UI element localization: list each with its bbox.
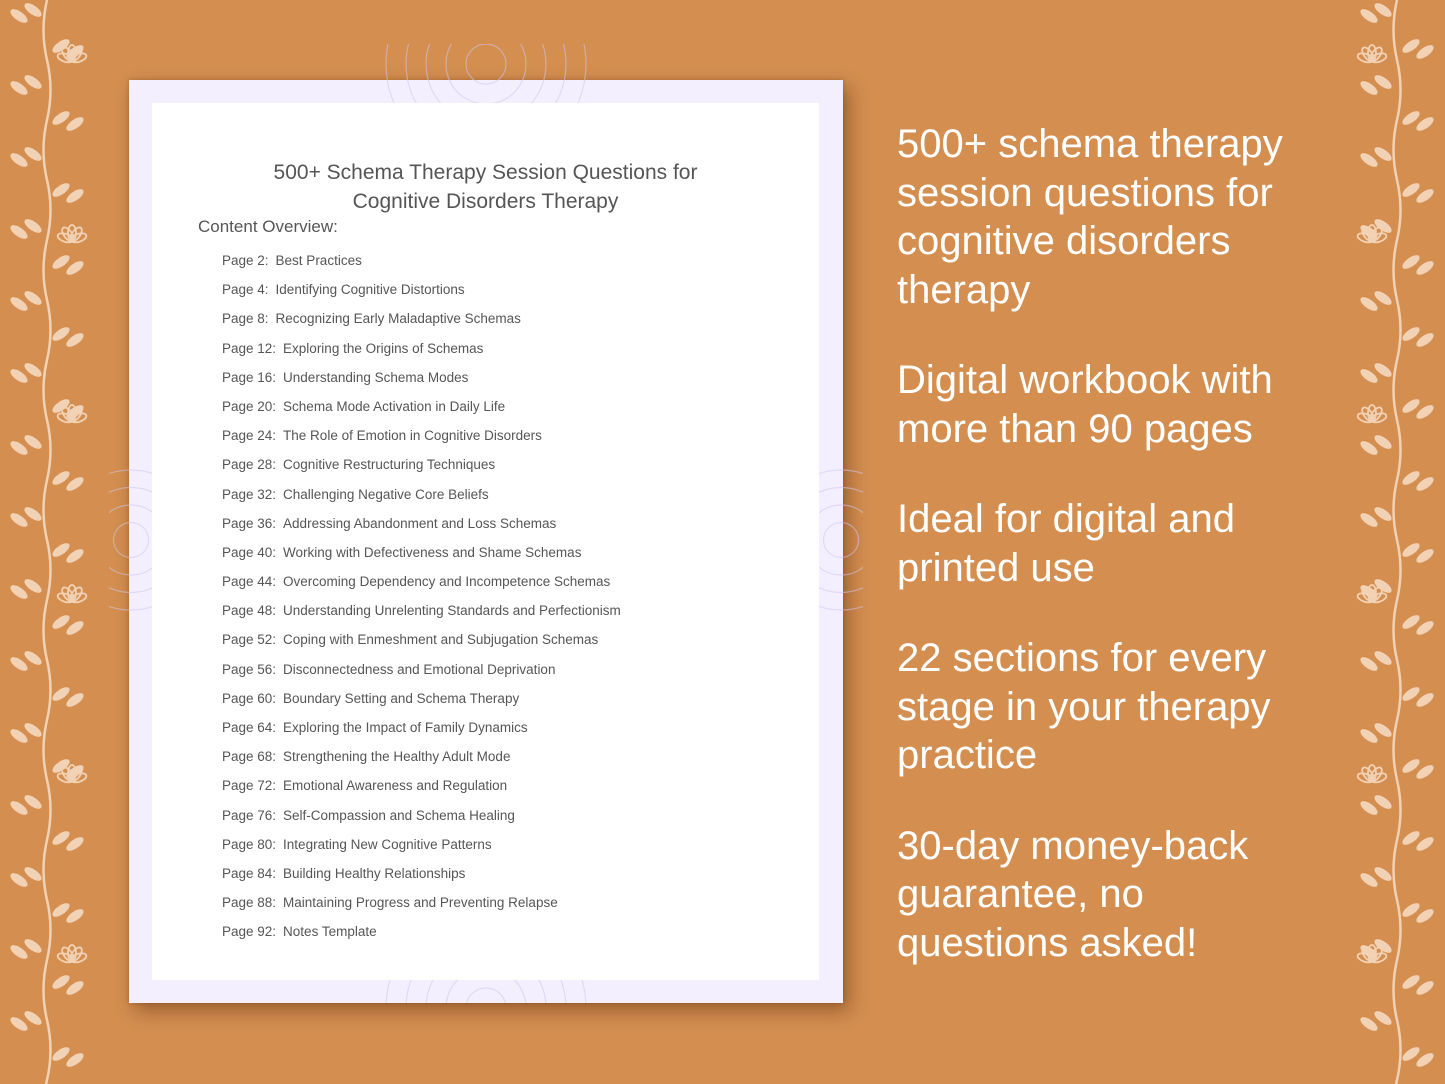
toc-page-number: Page 84:	[222, 865, 277, 881]
toc-section-title: Understanding Unrelenting Standards and Perfectionism	[283, 603, 621, 619]
toc-page-number: Page 44:	[222, 574, 277, 590]
toc-page-number: Page 32:	[222, 486, 277, 502]
toc-item	[222, 691, 621, 720]
toc-page-number: Page 52:	[222, 632, 277, 648]
toc-item	[222, 778, 621, 807]
toc-item	[222, 282, 621, 311]
feature-line: 22 sections for every	[897, 636, 1267, 680]
feature-line: 500+ schema therapy	[897, 122, 1283, 166]
toc-page-number: Page 56:	[222, 661, 277, 677]
mandala-right-icon	[819, 460, 863, 620]
document-title-line: 500+ Schema Therapy Session Questions for	[273, 161, 698, 184]
toc-section-title: Addressing Abandonment and Loss Schemas	[283, 515, 557, 531]
toc-page-number: Page 4:	[222, 282, 269, 298]
toc-item	[222, 253, 621, 282]
feature-line: guarantee, no	[897, 872, 1144, 916]
toc-item	[222, 749, 621, 778]
toc-section-title: Coping with Enmeshment and Subjugation Schemas	[283, 632, 599, 648]
toc-item	[222, 516, 621, 545]
toc-page-number: Page 76:	[222, 807, 277, 823]
feature-item	[897, 120, 1417, 314]
feature-line: session questions for	[897, 170, 1273, 215]
floral-vine-left-icon	[0, 0, 95, 1084]
toc-item	[222, 341, 621, 370]
document-content	[152, 103, 819, 980]
toc-section-title: Exploring the Impact of Family Dynamics	[283, 720, 528, 735]
toc-page-number: Page 88:	[222, 895, 277, 911]
toc-section-title: Best Practices	[275, 253, 362, 268]
toc-item	[222, 399, 621, 428]
toc-section-title: Emotional Awareness and Regulation	[283, 778, 508, 794]
toc-page-number: Page 24:	[222, 428, 277, 444]
toc-item	[222, 574, 621, 603]
toc-section-title: Exploring the Origins of Schemas	[283, 340, 484, 356]
toc-page-number: Page 20:	[222, 398, 277, 414]
toc-page-number: Page 68:	[222, 749, 277, 765]
toc-page-number: Page 12:	[222, 340, 277, 356]
toc-page-number: Page 60:	[222, 690, 277, 706]
feature-list	[897, 120, 1417, 1009]
toc-item	[222, 457, 621, 486]
toc-item	[222, 895, 621, 924]
toc-section-title: The Role of Emotion in Cognitive Disorders	[283, 428, 542, 444]
feature-item	[897, 634, 1417, 780]
table-of-contents	[222, 253, 621, 954]
feature-item	[897, 356, 1417, 453]
toc-item	[222, 662, 621, 691]
feature-line: 30-day money-back	[897, 823, 1249, 868]
toc-page-number: Page 40:	[222, 544, 277, 560]
toc-section-title: Maintaining Progress and Preventing Relapse	[283, 895, 558, 911]
feature-line: Ideal for digital and	[897, 497, 1236, 541]
toc-item	[222, 487, 621, 516]
toc-section-title: Identifying Cognitive Distortions	[275, 282, 465, 298]
toc-section-title: Strengthening the Healthy Adult Mode	[283, 749, 511, 765]
toc-section-title: Working with Defectiveness and Shame Schemas	[283, 544, 582, 560]
toc-section-title: Notes Template	[283, 924, 377, 940]
toc-item	[222, 808, 621, 837]
toc-page-number: Page 92:	[222, 924, 277, 940]
feature-line: stage in your therapy	[897, 684, 1271, 729]
toc-item	[222, 545, 621, 574]
toc-item	[222, 837, 621, 866]
document-title-line: Cognitive Disorders Therapy	[352, 190, 619, 213]
toc-page-number: Page 28:	[222, 457, 277, 473]
toc-page-number: Page 48:	[222, 603, 277, 619]
toc-section-title: Boundary Setting and Schema Therapy	[283, 690, 520, 706]
toc-item	[222, 720, 621, 749]
toc-section-title: Understanding Schema Modes	[283, 369, 469, 385]
toc-item	[222, 866, 621, 895]
toc-page-number: Page 64:	[222, 720, 277, 735]
feature-line: practice	[897, 733, 1038, 777]
toc-section-title: Challenging Negative Core Beliefs	[283, 486, 489, 502]
document-page	[129, 80, 843, 1003]
toc-page-number: Page 36:	[222, 515, 277, 531]
toc-page-number: Page 8:	[222, 311, 269, 327]
feature-item	[897, 822, 1417, 968]
toc-page-number: Page 72:	[222, 778, 277, 794]
toc-section-title: Integrating New Cognitive Patterns	[283, 836, 492, 852]
toc-page-number: Page 80:	[222, 836, 277, 852]
document-title	[152, 158, 819, 216]
toc-item	[222, 428, 621, 457]
feature-line: therapy	[897, 267, 1031, 312]
feature-item	[897, 495, 1417, 592]
toc-section-title: Cognitive Restructuring Techniques	[283, 457, 496, 473]
toc-section-title: Recognizing Early Maladaptive Schemas	[275, 311, 521, 327]
content-overview-label: Content Overview:	[198, 217, 338, 236]
toc-section-title: Schema Mode Activation in Daily Life	[283, 398, 506, 414]
feature-line: Digital workbook with	[897, 358, 1273, 402]
feature-line: printed use	[897, 545, 1095, 590]
mandala-left-icon	[109, 460, 153, 620]
toc-page-number: Page 16:	[222, 369, 277, 385]
toc-section-title: Self-Compassion and Schema Healing	[283, 807, 515, 823]
mandala-top-icon	[381, 44, 591, 104]
feature-line: more than 90 pages	[897, 406, 1253, 451]
toc-section-title: Disconnectedness and Emotional Deprivation	[283, 661, 556, 677]
mandala-bottom-icon	[381, 978, 591, 1003]
toc-item	[222, 311, 621, 340]
toc-page-number: Page 2:	[222, 253, 269, 268]
toc-section-title: Overcoming Dependency and Incompetence Schemas	[283, 574, 611, 590]
toc-item	[222, 924, 621, 953]
feature-line: questions asked!	[897, 920, 1198, 965]
toc-item	[222, 603, 621, 632]
toc-item	[222, 370, 621, 399]
feature-line: cognitive disorders	[897, 219, 1231, 263]
toc-section-title: Building Healthy Relationships	[283, 865, 466, 881]
toc-item	[222, 632, 621, 661]
